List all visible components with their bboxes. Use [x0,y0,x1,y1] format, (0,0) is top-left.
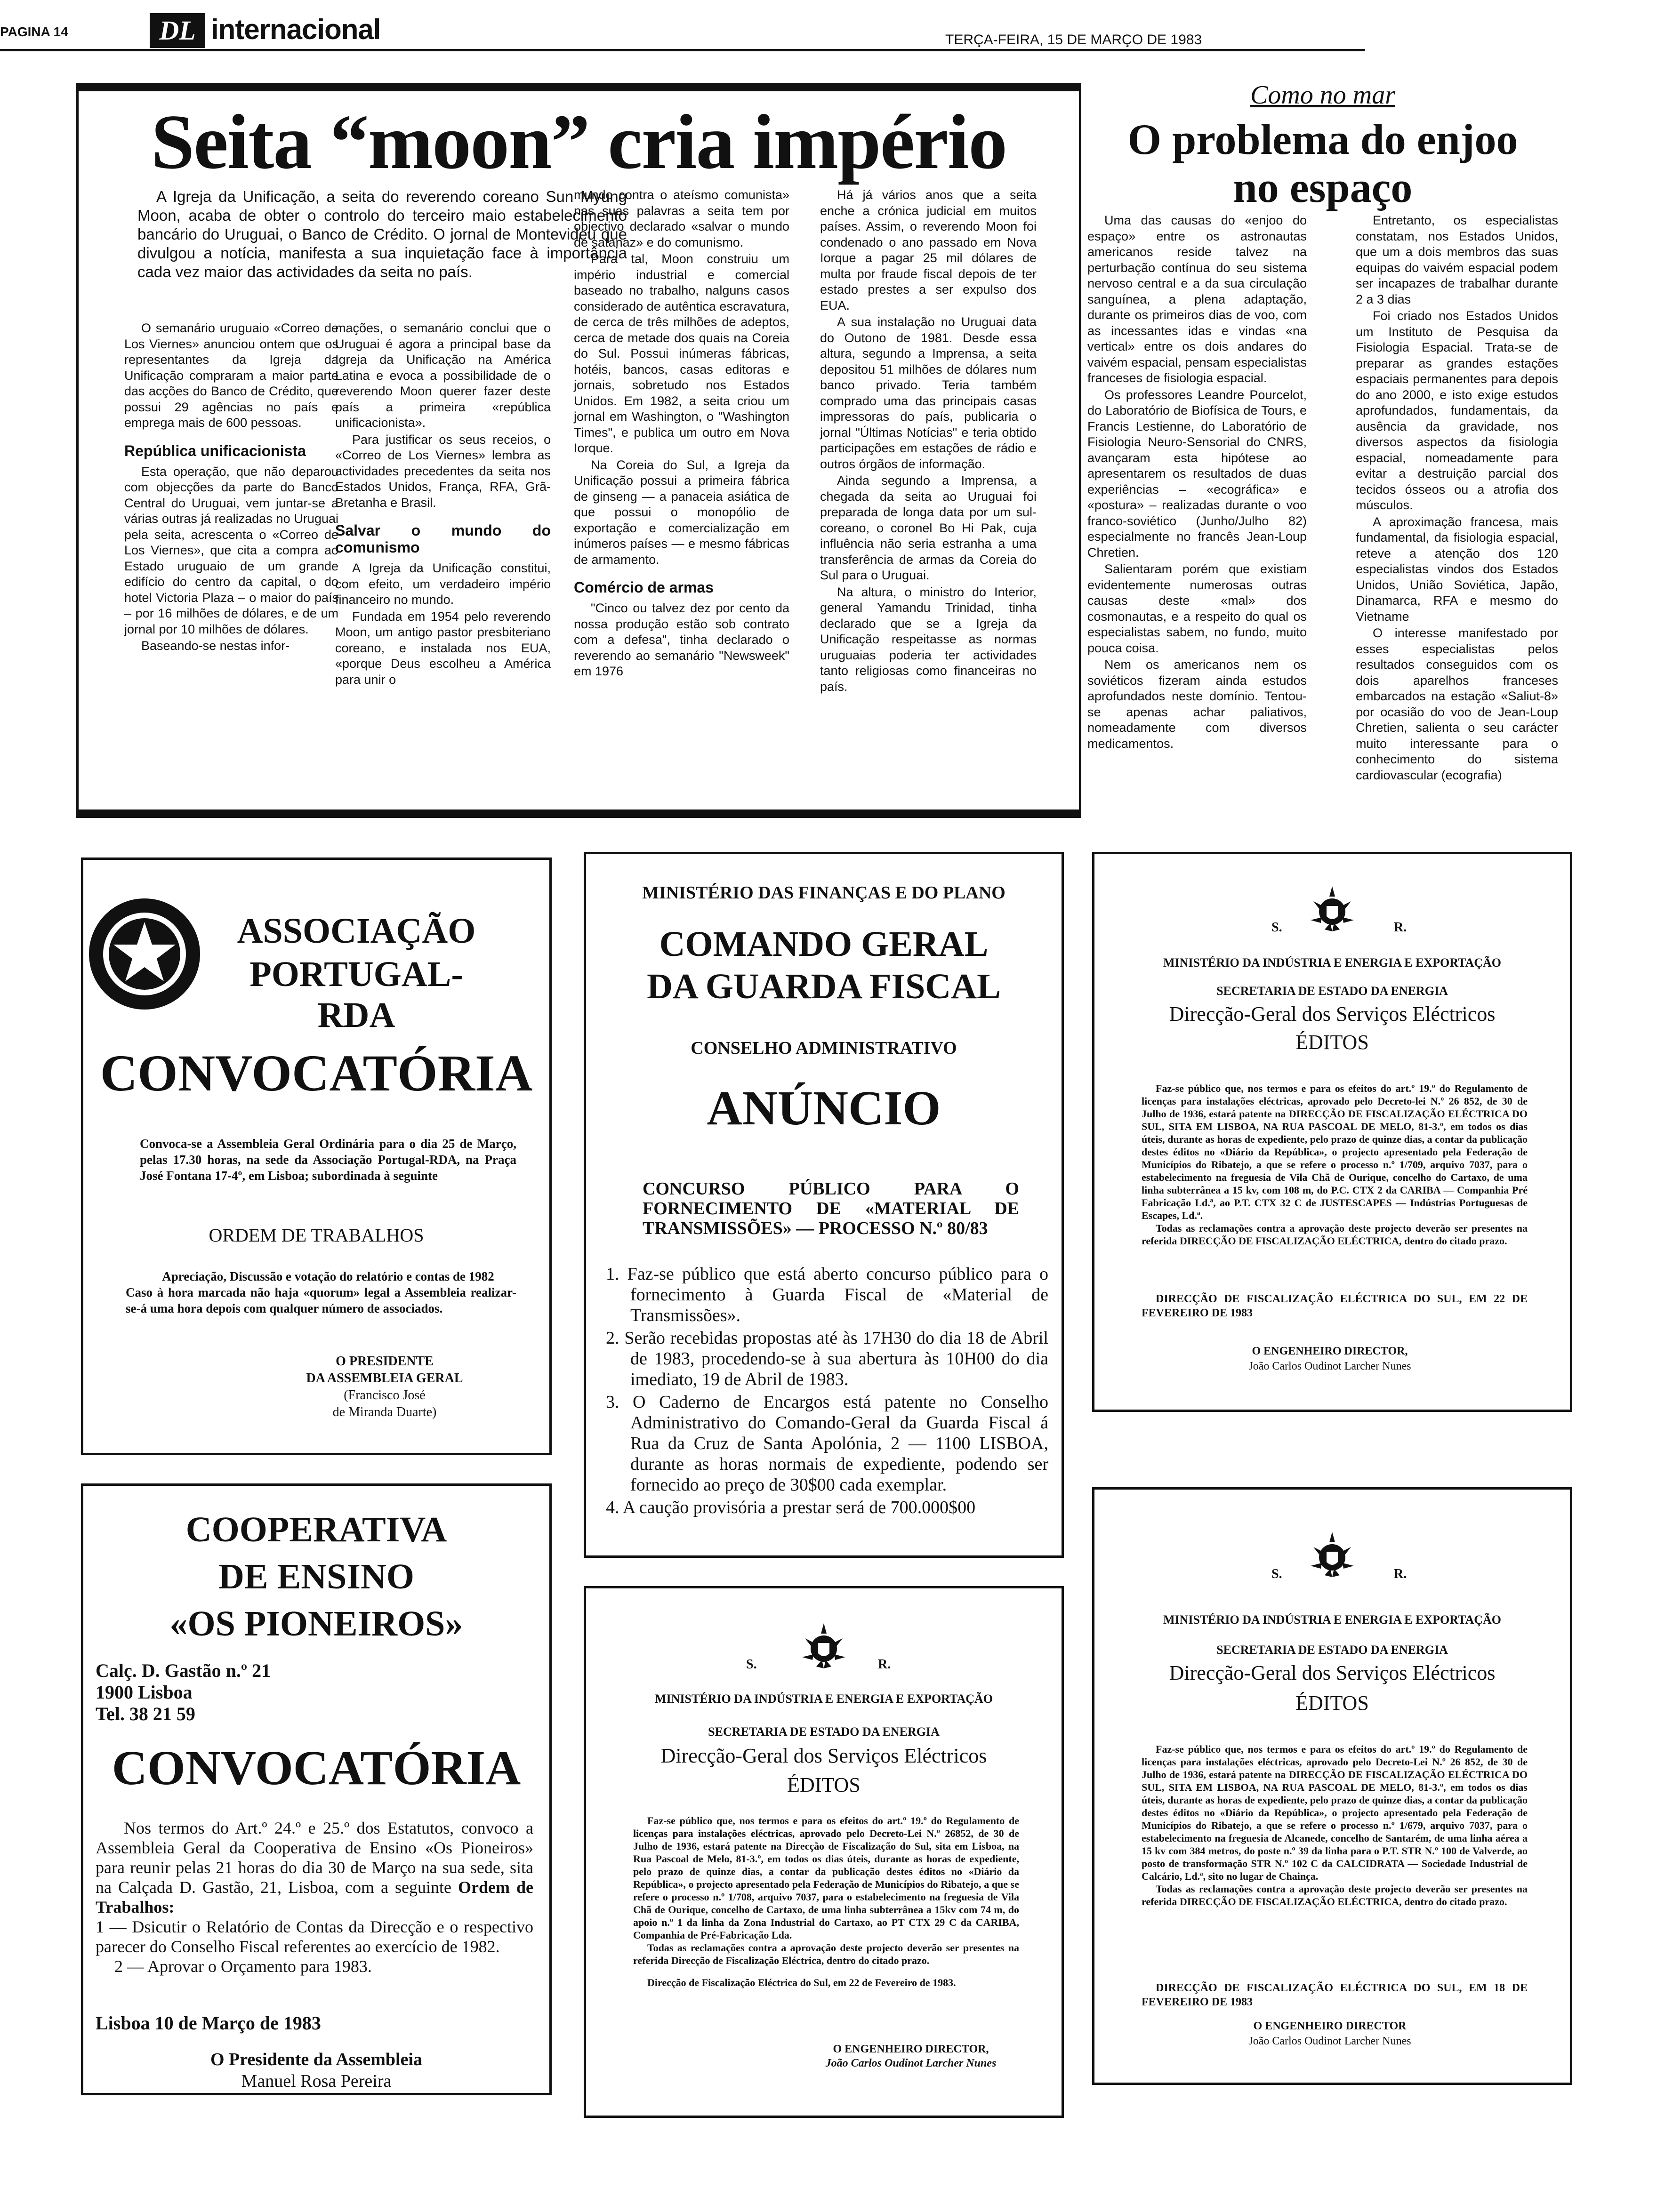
paragraph: Faz-se público que, nos termos e para os efeitos do art.º 19.º do Regulamento de licenças para instalações eléctricas, aprovado pelo Decreto-lei N.º 26 852, de 30 de Julho de 1936, estará patente na DIRECÇÃO DE FISCALIZAÇÃO ELÉCTRICA DO SUL, SITA EM LISBOA, NA RUA PASCOAL DE MELO, 81-3.º, em todos os dias úteis, durante as horas de expediente, pelo prazo de quinze dias, a contar da publicação destes éditos no «Diário da República», o projecto apresentado pela Federação de Municípios do Ribatejo, a que se refere o processo n.º 1/709, arquivo 7037, para o estabelecimento na freguesia de Vila Chã de Ourique, concelho do Cartaxo, de uma linha subterrânea a 15 kv, com 108 m, do P.C. CTX 2 da CARIBA — Companhia Pré Fabricação Ld.ª, ao P.T. CTX 32 C de JUSTESCAPES — Indústrias Portuguesas de Escapes, Ld.ª. [1142,1082,1528,1221]
seal-letter-r: R. [1394,920,1407,935]
paragraph: Os professores Leandre Pourcelot, do Laboratório de Biofísica de Tours, e Francis Lestienne, do Laboratório de Fisiologia Neuro-Sensorial do CNRS, avançaram esta hipótese ao apresentarem os resultados de duas experiências – «ecográfica» e «postura» – realizadas durante o voo franco-soviético (Junho/Julho 82) especialmente no francês Jean-Loup Chretien. [1087,387,1307,560]
paragraph: Todas as reclamações contra a aprovação deste projecto deverão ser presentes na referida DIRECÇÃO DE FISCALIZAÇÃO ELÉCTRICA, dentro do citado prazo. [1142,1883,1528,1907]
address-line: Tel. 38 21 59 [96,1703,195,1724]
sig-line: O ENGENHEIRO DIRECTOR, [833,2043,989,2055]
seal-letter-s: S. [1271,920,1282,935]
ad-editos-top-right [1092,852,1572,1412]
paragraph: Há já vários anos que a seita enche a crónica judicial em muitos países. Assim, o reverendo Moon foi condenado o ano passado em Nova Iorque a pagar 25 mil dólares de multa por fraude fiscal depois de ter estado prestes a ser expulso dos EUA. [820,188,1037,313]
rda-name-2: PORTUGAL-RDA [249,954,463,1035]
pioneiros-title-1: COOPERATIVA [185,1510,447,1549]
coat-of-arms-icon [1304,882,1360,939]
paragraph: O interesse manifestado por esses especialistas pelos resultados conseguidos com os dois aparelhos franceses embarcados na estação «Saliut-8» por ocasião do voo de Jean-Loup Chretien, salienta o seu carácter muito interessante para o conhecimento do sistema cardiovascular (ecografia) [1356,626,1558,782]
editos-title: ÉDITOS [787,1773,861,1796]
editos-secretaria: SECRETARIA DE ESTADO DA ENERGIA [1216,1643,1448,1657]
seal-header [586,1619,1062,1676]
paragraph: Para justificar os seus receios, o «Correo de Los Viernes» lembra as actividades precedentes da seita nos Estados Unidos, França, RFA, Grã-Bretanha e Brasil. [335,432,551,510]
top-thick-rule [76,83,1081,91]
paragraph: Nem os americanos nem os soviéticos fizeram ainda estudos aprofundados neste domínio. Tentou-se apenas achar paliativos, nomeadamente com diversos medicamentos. [1087,657,1307,751]
editos-date: DIRECÇÃO DE FISCALIZAÇÃO ELÉCTRICA DO SUL, EM 18 DE FEVEREIRO DE 1983 [1142,1982,1528,2008]
bottom-thick-rule [76,809,1081,818]
paragraph: Baseando-se nestas infor- [141,639,290,653]
list-item: 4. A caução provisória a prestar será de 700.000$00 [606,1498,976,1517]
paragraph: Faz-se público que, nos termos e para os efeitos do art.º 19.º do Regulamento de licenças para instalações eléctricas, aprovado pelo Decreto-Lei N.º 26 852, de 30 de Julho de 1936, estará patente na DIRECÇÃO DE FISCALIZAÇÃO ELÉCTRICA DO SUL, SITA EM LISBOA, NA RUA PASCOAL DE MELO, 81-3.º, em todos os dias úteis, durante as horas de expediente, pelo prazo de quinze dias, a contar da publicação destes éditos no «Diário da República», o projecto apresentado pela Federação de Municípios do Ribatejo, a que se refere o processo n.º 1/679, arquivo 7037, para o estabelecimento na freguesia de Alcanede, concelho de Santarém, de uma linha aérea a 15 kv com 384 metros, do poste n.º 39 da linha para o P.T. STR N.º 100 de Valverde, ao posto de transformação STR N.º 102 C da CALCIDRATA — Sociedade Industrial de Calcário, Ld.ª, sito no lugar de Chainça. [1142,1743,1528,1882]
subheading: Salvar o mundo do comunismo [335,522,551,556]
paragraph: 2 — Aprovar o Orçamento para 1983. [114,1957,372,1976]
enjoo-col-2 [1356,213,1558,784]
header-rule [0,49,1365,51]
editos-direccao: Direcção-Geral dos Serviços Eléctricos [1169,1002,1496,1026]
sig-line: O PRESIDENTE [336,1354,434,1369]
pioneiros-title-3: «OS PIONEIROS» [169,1604,463,1643]
paragraph: Na altura, o ministro do Interior, general Yamandu Trinidad, tinha declarado que se a Igreja da Unificação respeitasse as normas uruguaias poderia ter actividades tanto religiosas como financeiras no país. [820,585,1037,694]
editos-body [633,1814,1019,1989]
editos-title: ÉDITOS [1295,1691,1369,1715]
ad-editos-middle [584,1586,1064,2118]
enjoo-col-1 [1087,213,1307,753]
fiscal-council: CONSELHO ADMINISTRATIVO [691,1038,957,1058]
seal-letter-r: R. [878,1657,891,1672]
section-name: internacional [211,14,381,45]
coat-of-arms-icon [796,1619,852,1676]
paragraph: Salientaram porém que existiam evidentemente numerosas outras causas deste «mal» dos cosmonautas, e a respeito do qual os especialistas sabem, no fundo, muito pouca coisa. [1087,562,1307,655]
paragraph: Faz-se público que, nos termos e para os efeitos do art.º 19.º do Regulamento de licenças para instalações eléctricas, aprovado pelo Decreto-Lei N.º 26852, de 30 de Julho de 1936, estará patente na Direcção de Fiscalização do Sul, sita em Lisboa, na Rua Pascoal de Melo, 81-3.º, em todos os dias úteis, durante as horas de expediente, pelo prazo de quinze dias, a contar da publicação destes éditos no «Diário da República», o projecto apresentado pela Federação de Municípios do Ribatejo, a que se refere o processo n.º 1/708, arquivo 7037, para o estabelecimento na freguesia de Vila Chã de Ourique, concelho de Cartaxo, de uma linha subterrânea a 15kv com 74 m, do apoio n.º 1 da linha da Zona Industrial do Cartaxo, ao PT CTX 29 C da CARIBA, Companhia de Pré-Fabricação Lda. [633,1815,1019,1941]
paragraph: mações, o semanário conclui que o Uruguai é agora a principal base da Igreja da Unificação na América Latina e evoca a possibilidade de o reverendo Moon querer fazer deste país a primeira «república unificacionista». [335,321,551,430]
editos-secretaria: SECRETARIA DE ESTADO DA ENERGIA [1216,984,1448,998]
pioneiros-address [96,1660,271,1725]
editos-signature [793,2042,1029,2070]
moon-article [76,83,1081,818]
pioneiros-convocatoria: CONVOCATÓRIA [112,1741,521,1795]
editos-secretaria: SECRETARIA DE ESTADO DA ENERGIA [708,1725,940,1739]
moon-col-2 [335,321,551,689]
paragraph: 1 — Dsicutir o Relatório de Contas da Direcção e o respectivo parecer do Conselho Fiscal referentes ao exercício de 1982. [96,1917,533,1956]
moon-col-3 [574,187,789,681]
ad-editos-bottom-right [1092,1487,1572,2085]
paragraph: mundo contra o ateísmo comunista» nas suas palavras a seita tem por objectivo declarado «salvar o mundo de satanaz» e do comunismo. [574,188,789,249]
right-rule [1079,83,1081,818]
paragraph: "Cinco ou talvez dez por cento da nossa produção estão sob contrato com a defesa", tinha declarado o reverendo ao semanário "Newsweek" em 1976 [574,601,789,678]
pioneiros-signature [83,2049,549,2092]
editos-ministry: MINISTÉRIO DA INDÚSTRIA E ENERGIA E EXPORTAÇÃO [1163,956,1502,970]
paragraph [96,1818,533,1917]
sig-line: DA ASSEMBLEIA GERAL [306,1371,463,1386]
ad-os-pioneiros [81,1483,552,2095]
seal-letter-s: S. [1271,1567,1282,1581]
paragraph: Uma das causas do «enjoo do espaço» entre os astronautas americanos reside talvez na perturbação contínua do seu sistema nervoso central e a da sua circulação sanguínea, a plena adaptação, durante os primeiros dias de voo, com as incessantes idas e vindas «na vertical» entre os dois andares do vaivém espacial, pensam especialistas franceses de fisiologia espacial. [1087,213,1307,385]
paragraph: Foi criado nos Estados Unidos um Instituto de Pesquisa da Fisiologia Espacial. Trata-se de preparar as grandes estações espaciais permanentes para depois do ano 2000, e isto exige estudos aprofundados, fundamentais, da ausência da gravidade, nos diversos aspectos da fisiologia espacial, nomeadamente para evitar a destruição parcial dos tecidos ósseos ou a atrofia dos músculos. [1356,309,1558,512]
star-emblem-icon [88,898,201,1010]
paragraph: Fundada em 1954 pelo reverendo Moon, um antigo pastor presbiteriano coreano, e instalada nos EUA, «porque Deus escolheu a América para unir o [335,609,551,687]
left-rule [76,83,79,818]
editos-direccao: Direcção-Geral dos Serviços Eléctricos [1169,1661,1496,1684]
ad-portugal-rda [81,858,552,1455]
ad-guarda-fiscal [584,852,1064,1558]
enjoo-headline-2: no espaço [1233,163,1413,211]
paragraph: A aproximação francesa, mais fundamental, da fisiologia espacial, reteve a atenção dos 120 especialistas vindos dos Estados Unidos, União Soviética, Japão, Dinamarca, RFA e mesmo do Vietname [1356,514,1558,624]
editos-title: ÉDITOS [1295,1031,1369,1054]
fiscal-subtitle: CONCURSO PÚBLICO PARA O FORNECIMENTO DE «MATERIAL DE TRANSMISSÕES» — PROCESSO N.º 80/83 [643,1179,1019,1238]
paragraph: Para tal, Moon construiu um império industrial e comercial baseado no trabalho, nalguns casos considerado de autêntica escravatura, de cerca de três milhões de adeptos, cerca de metade dos quais na Coreia do Sul. Possui inúmeras fábricas, hotéis, bancos, casas editoras e jornais, sobretudo nos Estados Unidos. Em 1982, a seita criou um jornal em Washington, o "Washington Times", e publica um outro em Nova Iorque. [574,252,789,455]
rda-signature [286,1353,483,1421]
rda-ordem: ORDEM DE TRABALHOS [209,1225,424,1246]
rda-body: Convoca-se a Assembleia Geral Ordinária para o dia 25 de Março, pelas 17.30 horas, na sede da Associação Portugal-RDA, na Praça José Fontana 17-4º, em Lisboa; subordinada à seguinte [140,1137,516,1183]
editos-signature [1212,2019,1448,2049]
newspaper-logo: DL [150,13,205,48]
editos-direccao: Direcção-Geral dos Serviços Eléctricos [660,1744,987,1767]
moon-col-1 [124,321,338,655]
rda-name-1: ASSOCIAÇÃO [237,911,476,951]
sig-line: Manuel Rosa Pereira [241,2071,392,2091]
page-header [0,0,1657,56]
sig-line: O ENGENHEIRO DIRECTOR, [1252,1345,1408,1357]
paragraph: Direcção de Fiscalização Eléctrica do Sul, em 22 de Fevereiro de 1983. [647,1977,956,1988]
sig-line: João Carlos Oudinot Larcher Nunes [1248,2035,1411,2047]
paragraph: Ainda segundo a Imprensa, a chegada da seita ao Uruguai foi preparada de longa data por um sul-coreano, o coronel Bo Hi Pak, cuja influência não seria estranha a uma transferência de armas da Coreia do Sul para o Uruguai. [820,473,1037,582]
fiscal-ministry: MINISTÉRIO DAS FINANÇAS E DO PLANO [642,883,1005,903]
fiscal-items [606,1264,1048,1520]
seal-letter-r: R. [1394,1567,1407,1581]
sig-line: João Carlos Oudinot Larcher Nunes [1248,1360,1411,1372]
address-line: Calç. D. Gastão n.º 21 [96,1660,271,1681]
rda-note: Caso à hora marcada não haja «quorum» legal a Assembleia realizar-se-á uma hora depois com qualquer número de associados. [126,1285,516,1315]
pioneiros-title-2: DE ENSINO [218,1557,414,1596]
page-number: PAGINA 14 [0,24,68,39]
pioneiros-date: Lisboa 10 de Março de 1983 [96,2012,321,2034]
page-date: TERÇA-FEIRA, 15 DE MARÇO DE 1983 [945,32,1202,48]
fiscal-title-2: DA GUARDA FISCAL [647,967,1001,1006]
moon-headline: Seita “moon” cria império [151,98,1007,185]
rda-title: CONVOCATÓRIA [100,1044,533,1102]
seal-header [1094,882,1570,939]
fiscal-title-1: COMANDO GERAL [659,924,989,964]
subheading: República unificacionista [124,442,306,459]
enjoo-kicker: Como no mar [1250,80,1396,110]
seal-header [1094,1528,1570,1585]
paragraph: Todas as reclamações contra a aprovação deste projecto deverão ser presentes na referida DIRECÇÃO DE FISCALIZAÇÃO ELÉCTRICA, dentro do citado prazo. [1142,1222,1528,1247]
list-item: 1. Faz-se público que está aberto concurso público para o fornecimento à Guarda Fiscal de «Material de Transmissões». [606,1264,1048,1325]
editos-body [1142,1082,1528,1247]
enjoo-headline-1: O problema do enjoo [1127,115,1518,163]
sig-line: O Presidente da Assembleia [210,2050,422,2069]
paragraph: Todas as reclamações contra a aprovação deste projecto deverão ser presentes na referida Direcção de Fiscalização Eléctrica, dentro do citado prazo. [633,1942,1019,1966]
body-bold: Ordem de Trabalhos: [96,1878,534,1916]
enjoo-article [1087,80,1558,828]
sig-line: de Miranda Duarte) [332,1405,437,1419]
list-item: 3. O Caderno de Encargos está patente no Conselho Administrativo do Comando-Geral da Guarda Fiscal á Rua da Cruz de Santa Apolónia, 2 — 1100 LISBOA, durante as horas normais de expediente, podendo ser fornecido ao preço de 30$00 cada exemplar. [606,1392,1048,1495]
paragraph: A sua instalação no Uruguai data do Outono de 1981. Desde essa altura, segundo a Imprensa, a seita depositou 51 milhões de dólares num banco privado. Teria também comprado uma das principais casas impressoras do país, publicaria o jornal "Últimas Notícias" e teria obtido participações em estações de rádio e outros órgãos de informação. [820,315,1037,471]
body-text: Nos termos do Art.º 24.º e 25.º dos Estatutos, convoco a Assembleia Geral da Cooperativa de Ensino «Os Pioneiros» para reunir pelas 21 horas do dia 30 de Março na sua sede, sita na Calçada D. Gastão, 21, Lisboa, com a seguinte [96,1819,533,1897]
moon-lead: A Igreja da Unificação, a seita do reverendo coreano Sun Myung Moon, acaba de obter o controlo do terceiro maio estabelecimento bancário do Uruguai, o Banco de Crédito. O jornal de Montevideu que divulgou a notícia, manifesta a sua inquietação face à importância cada vez maior das actividades da seita no país. [137,188,627,281]
fiscal-anuncio: ANÚNCIO [707,1081,941,1135]
list-item: 2. Serão recebidas propostas até às 17H30 do dia 18 de Abril de 1983, procedendo-se à sua abertura às 10H00 do dia imediato, 19 de Abril de 1983. [606,1328,1048,1389]
sig-line: João Carlos Oudinot Larcher Nunes [825,2057,997,2069]
paragraph: Esta operação, que não deparou com objecções da parte do Banco Central do Uruguai, vem juntar-se a várias outras já realizadas no Uruguai pela seita, acrescenta o «Correo de Los Viernes», que cita a compra ao Estado uruguaio de um grande edifício do centro da capital, o do hotel Victoria Plaza – o maior do país – por 16 milhões de dólares, e de um jornal por 10 milhões de dólares. [124,464,338,636]
editos-body [1142,1743,1528,1908]
editos-signature [1212,1344,1448,1374]
paragraph: O semanário uruguaio «Correo de Los Viernes» anunciou ontem que os representantes da Igreja da Unificação compraram a maior parte das acções do Banco de Crédito, que possui 29 agências no país e emprega mais de 600 pessoas. [124,321,338,430]
sig-line: (Francisco José [344,1388,426,1403]
subheading: Comércio de armas [574,579,714,596]
rda-item: Apreciação, Discussão e votação do relatório e contas de 1982 [162,1269,494,1283]
editos-date: DIRECÇÃO DE FISCALIZAÇÃO ELÉCTRICA DO SUL, EM 22 DE FEVEREIRO DE 1983 [1142,1293,1528,1319]
address-line: 1900 Lisboa [96,1682,193,1703]
moon-col-4 [820,187,1037,696]
editos-ministry: MINISTÉRIO DA INDÚSTRIA E ENERGIA E EXPORTAÇÃO [1163,1613,1502,1627]
pioneiros-body [96,1818,533,1976]
sig-line: O ENGENHEIRO DIRECTOR [1253,2020,1407,2032]
seal-letter-s: S. [746,1657,757,1672]
paragraph: Entretanto, os especialistas constatam, nos Estados Unidos, que um a dois membros das suas equipas do vaivém espacial podem ser incapazes de trabalhar durante 2 a 3 dias [1356,213,1558,306]
paragraph: Na Coreia do Sul, a Igreja da Unificação possui a primeira fábrica de ginseng — a panaceia asiática de que possui o monopólio de exportação e comercialização em inúmeros países — e mesmo fábricas de armamento. [574,457,789,567]
editos-ministry: MINISTÉRIO DA INDÚSTRIA E ENERGIA E EXPORTAÇÃO [654,1692,993,1706]
coat-of-arms-icon [1304,1528,1360,1585]
paragraph: A Igreja da Unificação constitui, com efeito, um verdadeiro império financeiro no mundo. [335,561,551,607]
